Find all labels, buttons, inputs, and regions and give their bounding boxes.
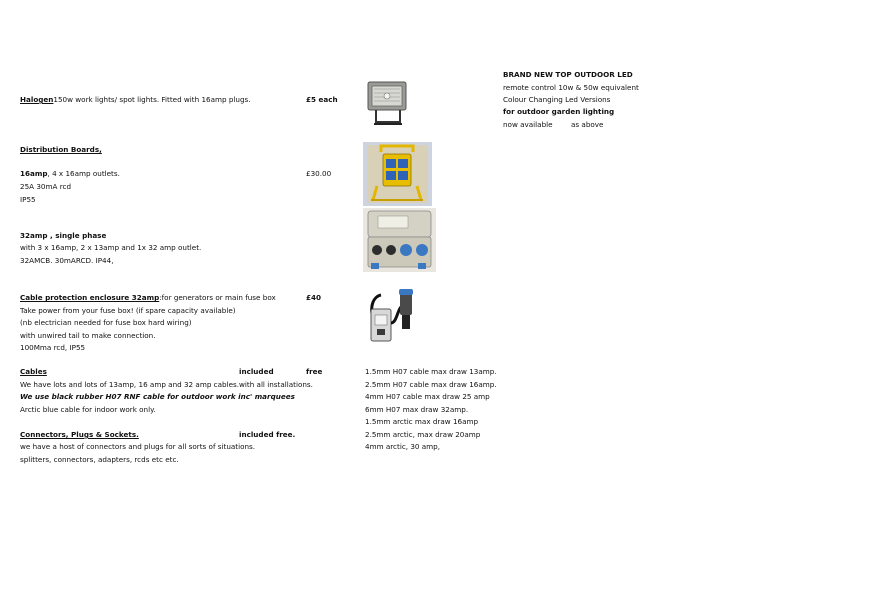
led-line: now available (503, 120, 553, 129)
connectors-included: included free. (239, 430, 296, 439)
halogen-price: £5 each (306, 95, 338, 104)
enclosure-line: (nb electrician needed for fuse box hard wiring) (20, 318, 192, 327)
cables-line: with all installations. (239, 380, 313, 389)
halogen-label: Halogen (20, 95, 54, 104)
enclosure-row (20, 292, 276, 304)
16amp-distribution-board-image (363, 142, 432, 206)
cables-line: We have lots and lots of 13amp, 16 amp and 32 amp cables. (20, 380, 240, 389)
halogen-desc: 150w work lights/ spot lights. Fitted with 16amp plugs. (53, 95, 251, 104)
cable-spec: 2.5mm arctic, max draw 20amp (365, 430, 481, 439)
cables-line: We use black rubber H07 RNF cable for outdoor work inc' marquees (20, 392, 295, 401)
led-line: as above (571, 120, 604, 129)
led-line: Colour Changing Led Versions (503, 95, 611, 104)
led-line: for outdoor garden lighting (503, 107, 615, 116)
enclosure-desc: :for generators or main fuse box (159, 293, 276, 302)
enclosure-line: 100Mma rcd, IP55 (20, 343, 86, 352)
amp16-label: 16amp (20, 169, 48, 178)
32amp-distribution-board-image (363, 208, 436, 272)
amp16-row (20, 168, 120, 180)
cable-spec: 1.5mm H07 cable max draw 13amp. (365, 367, 497, 376)
enclosure-line: Take power from your fuse box! (if spare capacity available) (20, 306, 236, 315)
amp16-price: £30.00 (306, 169, 332, 178)
enclosure-price: £40 (306, 293, 322, 302)
cable-spec: 6mm H07 max draw 32amp. (365, 405, 469, 414)
amp16-line: IP55 (20, 195, 36, 204)
halogen-row (20, 94, 251, 106)
cable-spec: 1.5mm arctic max draw 16amp (365, 417, 479, 426)
enclosure-label: Cable protection enclosure 32amp (20, 293, 160, 302)
cables-line: Arctic blue cable for indoor work only. (20, 405, 156, 414)
cable-spec: 2.5mm H07 cable max draw 16amp. (365, 380, 497, 389)
led-title: BRAND NEW TOP OUTDOOR LED (503, 70, 633, 79)
halogen-floodlight-image (366, 78, 410, 128)
cables-label: Cables (20, 367, 47, 376)
amp32-line: with 3 x 16amp, 2 x 13amp and 1x 32 amp outlet. (20, 243, 202, 252)
cable-enclosure-image (367, 287, 419, 347)
amp16-desc: , 4 x 16amp outlets. (47, 169, 120, 178)
led-line: remote control 10w & 50w equivalent (503, 83, 639, 92)
connectors-label: Connectors, Plugs & Sockets. (20, 430, 139, 439)
amp16-line: 25A 30mA rcd (20, 182, 72, 191)
cable-spec: 4mm H07 cable max draw 25 amp (365, 392, 490, 401)
enclosure-line: with unwired tail to make connection. (20, 331, 156, 340)
amp32-label: 32amp , single phase (20, 231, 107, 240)
cable-spec: 4mm arctic, 30 amp, (365, 442, 441, 451)
distribution-heading: Distribution Boards, (20, 145, 102, 154)
connectors-line: splitters, connectors, adapters, rcds etc etc. (20, 455, 179, 464)
connectors-line: we have a host of connectors and plugs for all sorts of situations. (20, 442, 256, 451)
cables-included: included (239, 367, 274, 376)
amp32-line: 32AMCB. 30mARCD. IP44, (20, 256, 114, 265)
cables-free: free (306, 367, 323, 376)
